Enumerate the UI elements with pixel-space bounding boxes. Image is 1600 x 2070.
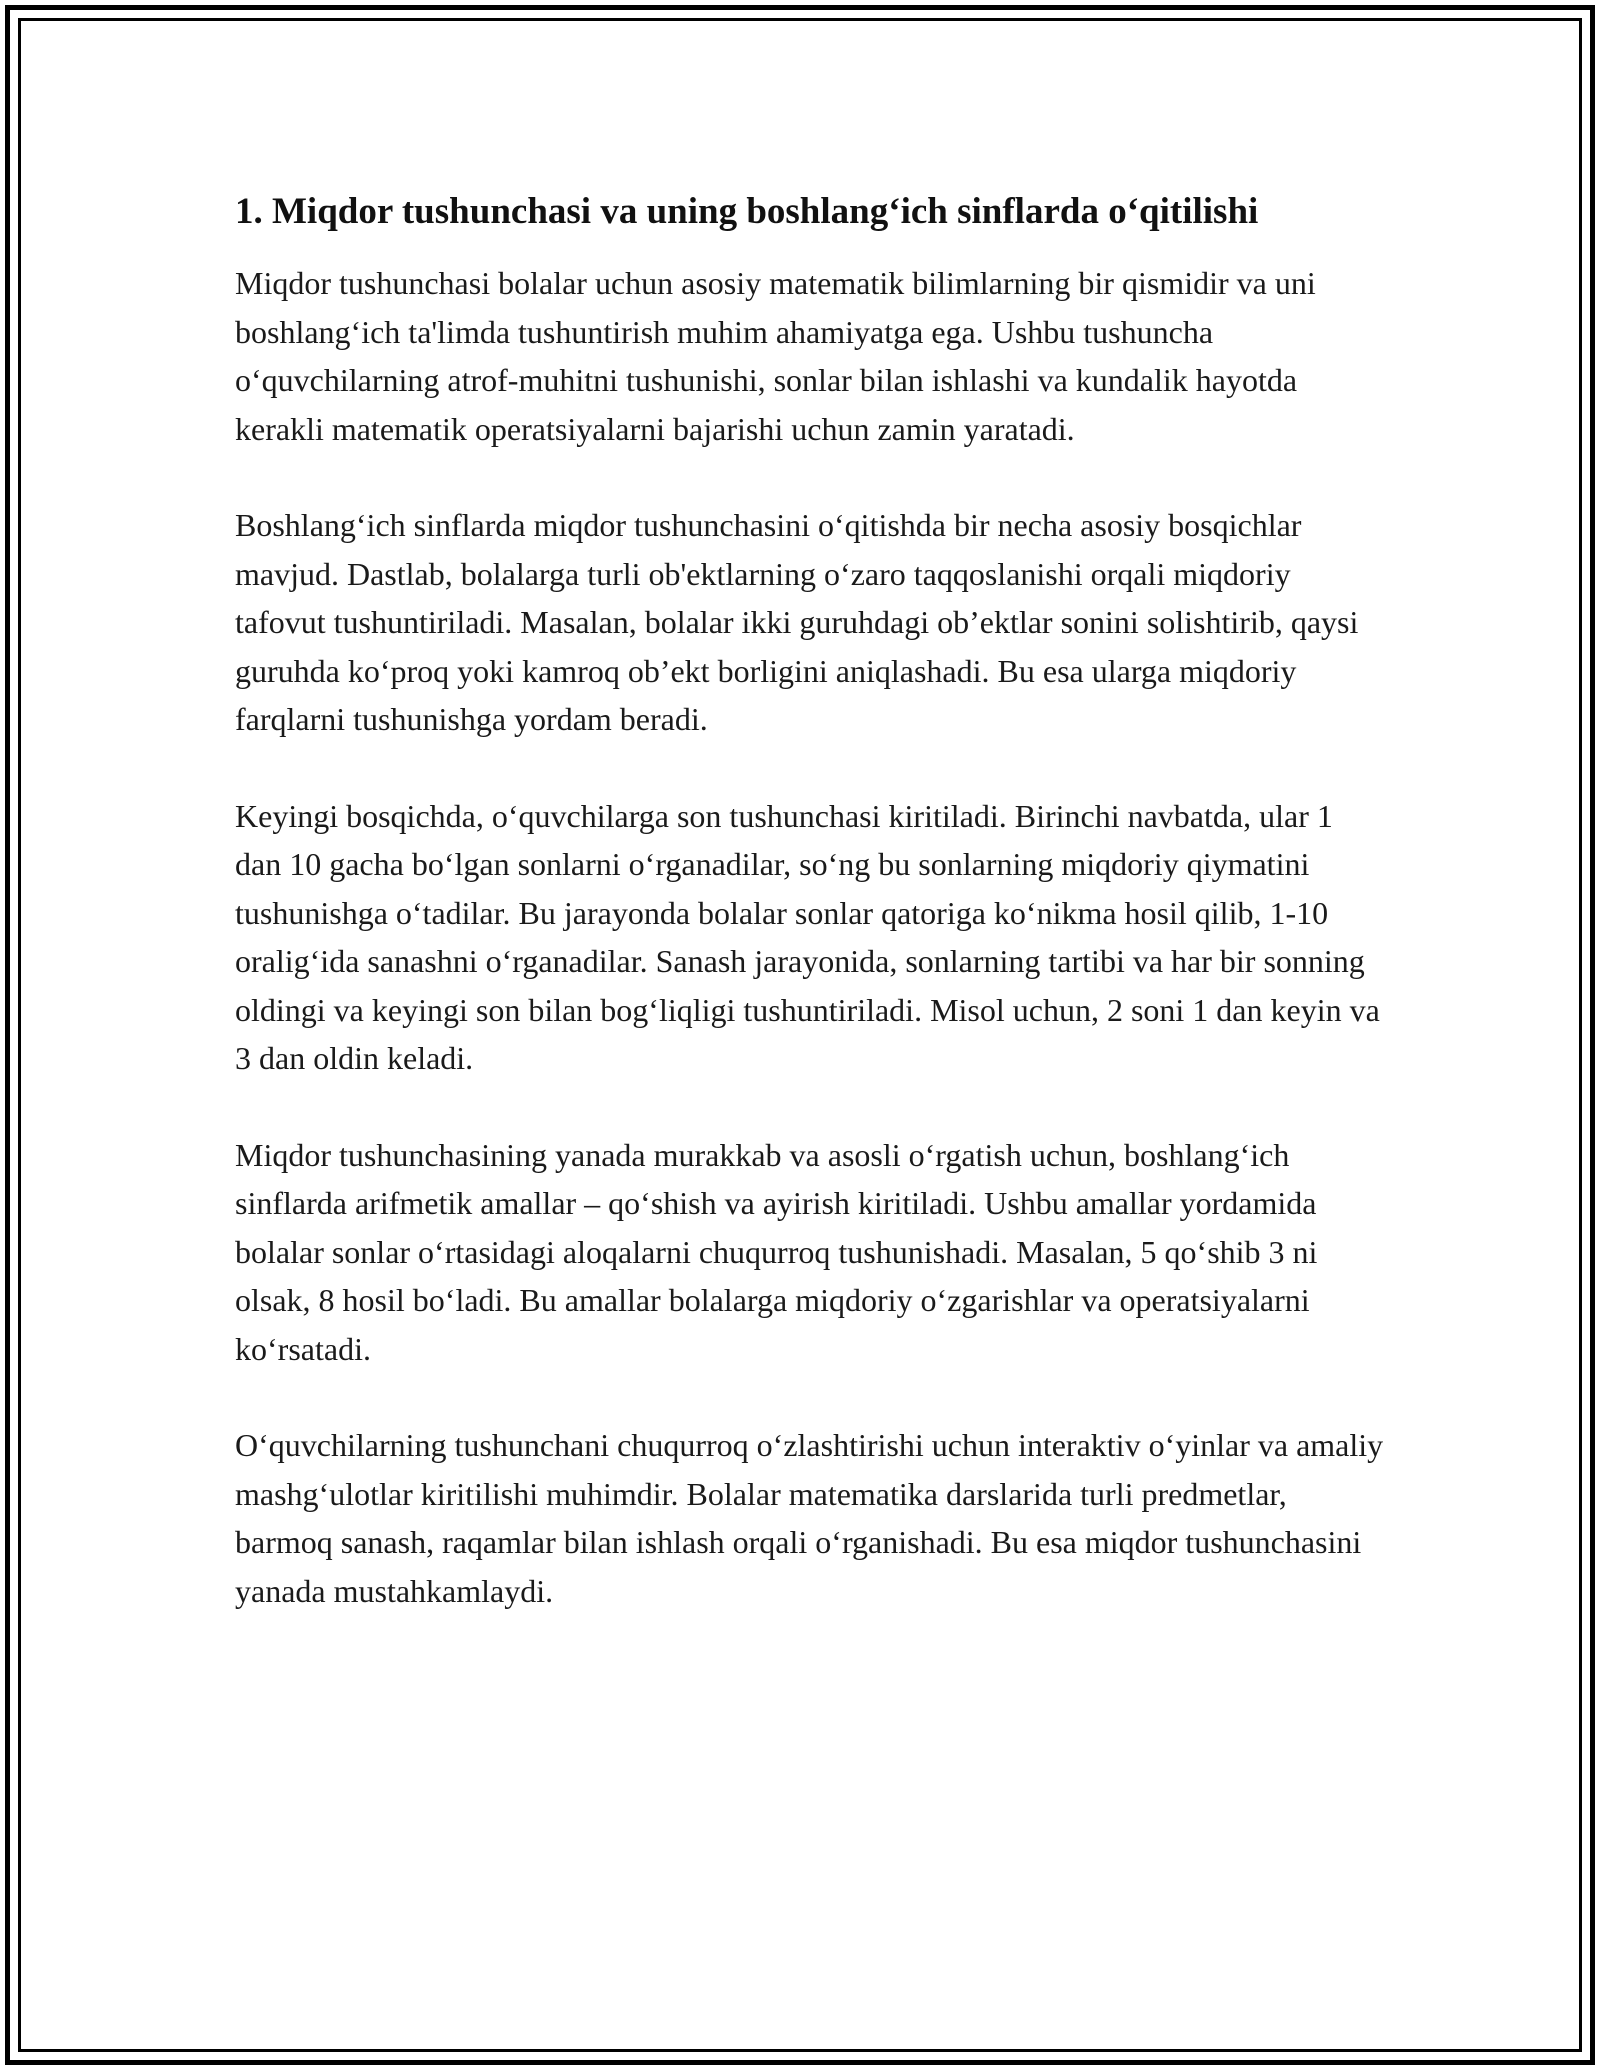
paragraph-3: Keyingi bosqichda, o‘quvchilarga son tushunchasi kiritiladi. Birinchi navbatda, ular 1 dan 10 gacha bo‘lgan sonlarni o‘rganadilar, so‘ng bu sonlarning miqdoriy qiymatini tushunishga o‘tadilar. Bu jarayonda bolalar sonlar qatoriga ko‘nikma hosil qilib, 1-10 oralig‘ida sanashni o‘rganadilar. Sanash jarayonida, sonlarning tartibi va har bir sonning oldingi va keyingi son bilan bog‘liqligi tushuntiriladi. Misol uchun, 2 soni 1 dan keyin va 3 dan oldin keladi. — [235, 797, 1380, 1076]
paragraph-5: O‘quvchilarning tushunchani chuqurroq o‘zlashtirishi uchun interaktiv o‘yinlar va amaliy mashg‘ulotlar kiritilishi muhimdir. Bolalar matematika darslarida turli predmetlar, barmoq sanash, raqamlar bilan ishlash orqali o‘rganishadi. Bu esa miqdor tushunchasini yanada mustahkamlaydi. — [235, 1427, 1384, 1609]
paragraph-4: Miqdor tushunchasining yanada murakkab va asosli o‘rgatish uchun, boshlang‘ich sinflarda arifmetik amallar – qo‘shish va ayirish kiritiladi. Ushbu amallar yordamida bolalar sonlar o‘rtasidagi aloqalarni chuqurroq tushunishadi. Masalan, 5 qo‘shib 3 ni olsak, 8 hosil bo‘ladi. Bu amallar bolalarga miqdoriy o‘zgarishlar va operatsiyalarni ko‘rsatadi. — [235, 1136, 1318, 1367]
document-body — [235, 184, 1385, 1663]
paragraph-1: Miqdor tushunchasi bolalar uchun asosiy matematik bilimlarning bir qismidir va uni boshlang‘ich ta'limda tushuntirish muhim ahamiyatga ega. Ushbu tushuncha o‘quvchilarning atrof-muhitni tushunishi, sonlar bilan ishlashi va kundalik hayotda kerakli matematik operatsiyalarni bajarishi uchun zamin yaratadi. — [235, 265, 1316, 447]
section-title: 1. Miqdor tushunchasi va uning boshlang‘ich sinflarda o‘qitilishi — [235, 191, 1259, 232]
paragraph-2: Boshlang‘ich sinflarda miqdor tushunchasini o‘qitishda bir necha asosiy bosqichlar mavjud. Dastlab, bolalarga turli ob'ektlarning o‘zaro taqqoslanishi orqali miqdoriy tafovut tushuntiriladi. Masalan, bolalar ikki guruhdagi ob’ektlar sonini solishtirib, qaysi guruhda ko‘proq yoki kamroq ob’ekt borligini aniqlashadi. Bu esa ularga miqdoriy farqlarni tushunishga yordam beradi. — [235, 507, 1359, 737]
